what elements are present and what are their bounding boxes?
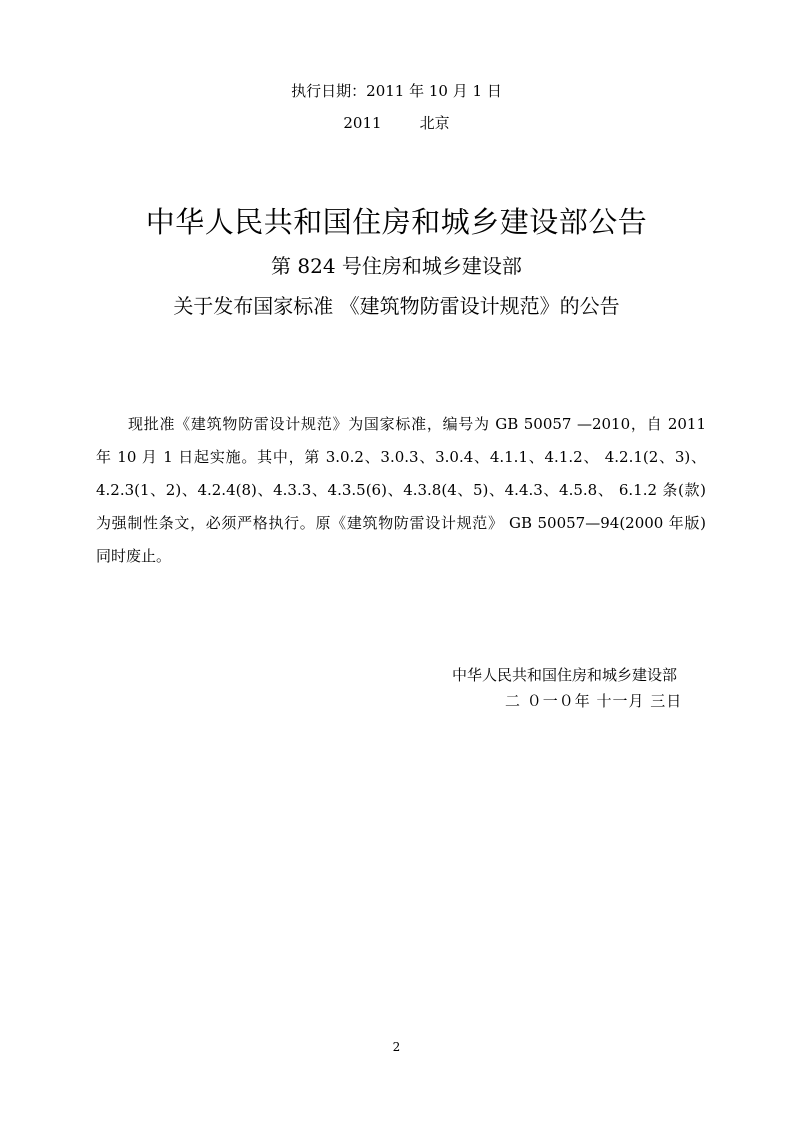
announcement-number: 第 824 号住房和城乡建设部 <box>271 254 522 278</box>
body-line: 现批准《建筑物防雷设计规范》为国家标准，编号为 GB 50057 —2010，自 2011 <box>128 415 706 433</box>
announcement-body <box>96 408 706 573</box>
publication-place: 北京 <box>419 114 450 132</box>
announcement-subject: 关于发布国家标准 《建筑物防雷设计规范》的公告 <box>173 294 620 318</box>
page-number: 2 <box>392 1040 401 1054</box>
announcement-title: 中华人民共和国住房和城乡建设部公告 <box>145 205 648 239</box>
body-line: 4.2.3(1、2)、4.2.4(8)、4.3.3、4.3.5(6)、4.3.8(4、5)、4.4.3、4.5.8、 6.1.2 条(款) <box>96 481 706 499</box>
year-and-place <box>0 112 793 133</box>
signature-date: 二 ０一０年 十一月 三日 <box>505 692 683 710</box>
body-line: 为强制性条文，必须严格执行。原《建筑物防雷设计规范》 GB 50057—94(2000 年版) <box>96 514 706 532</box>
issuer-signature: 中华人民共和国住房和城乡建设部 <box>452 666 678 684</box>
execution-date: 执行日期：2011 年 10 月 1 日 <box>291 82 502 100</box>
body-line: 年 10 月 1 日起实施。其中，第 3.0.2、3.0.3、3.0.4、4.1.1、4.1.2、 4.2.1(2、3)、 <box>96 448 706 466</box>
publication-year: 2011 <box>343 114 382 132</box>
body-line: 同时废止。 <box>96 547 172 565</box>
